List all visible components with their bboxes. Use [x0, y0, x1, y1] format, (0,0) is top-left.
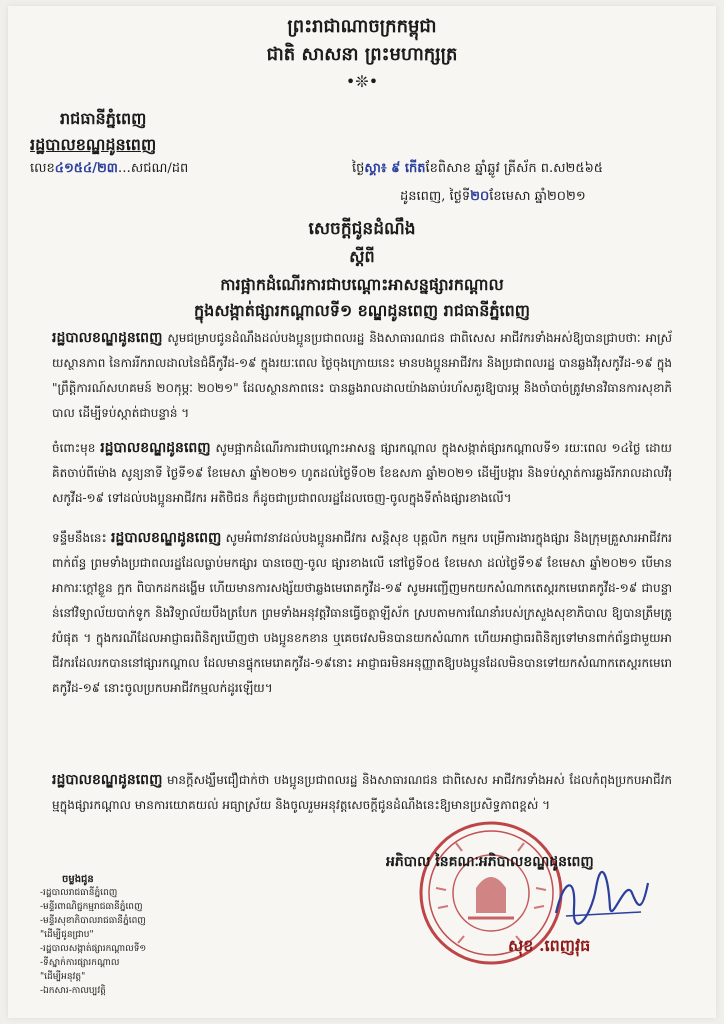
body-paragraph-1	[52, 326, 672, 426]
cc-item: "ដើម្បីជូនជ្រាប"	[40, 930, 94, 940]
body-paragraph-4	[52, 768, 672, 818]
signatory-name: សុខ .ពេញវុធ	[508, 936, 591, 955]
admin-name: រដ្ឋបាលខណ្ឌដូនពេញ	[110, 530, 222, 546]
paragraph-4-text: មានក្តីសង្ឃឹមជឿជាក់ថា បងប្អូនប្រជាពលរដ្ឋ និងសាធារណជន ជាពិសេស អាជីវករទាំងអស់ ដែលកំពុងប្រកបអាជីវកម្មក្នុងផ្សារកណ្តាល មានការយោគយល់ អធ្យាស្រ័យ និងចូលរួមអនុវត្តសេចក្តីជូនដំណឹងនេះឱ្យមានប្រសិទ្ធភាពខ្ពស់ ។	[52, 773, 672, 812]
signatory-title: អភិបាល នៃគណៈអភិបាលខណ្ឌដូនពេញ	[386, 854, 594, 870]
kingdom-heading: ព្រះរាជាណាចក្រកម្ពុជា	[287, 16, 437, 37]
cc-item: -ទីស្នាក់ការផ្សារកណ្តាល	[40, 958, 120, 968]
cc-item: -រដ្ឋបាលសង្កាត់ផ្សារកណ្តាលទី១	[40, 944, 147, 954]
ref-prefix: លេខ	[30, 161, 55, 176]
ornament-divider: •❊•	[345, 72, 379, 91]
paragraph-1-text: សូមជម្រាបជូនដំណឹងដល់បងប្អូនប្រជាពលរដ្ឋ និងសាធារណជន ជាពិសេស អាជីវករទាំងអស់ឱ្យបានជ្រាបថាៈ អាស្រ័យស្ថានភាព នៃការរីករាលដាលនៃជំងឺកូវីដ-១៩ ក្នុងរយៈពេល ថ្ងៃចុងក្រោយនេះ មានបងប្អូនអាជីវករ និងប្រជាពលរដ្ឋ បានឆ្លងវីរុសកូវីដ-១៩ ក្នុង "ព្រឹត្តិការណ៍សហគមន៍ ២០កុម្ភៈ ២០២១" ដែលស្ថានភាពនេះ បានឆ្លងរាលដាលយ៉ាងឆាប់រហ័សគួរឱ្យបារម្ភ និងចាំបាច់ត្រូវមានវិធានការសុខាភិបាល ដើម្បីទប់ស្កាត់ជាបន្ទាន់ ។	[52, 331, 672, 420]
cc-item: -មន្ទីរសុខាភិបាលរាជធានីភ្នំពេញ	[40, 916, 146, 926]
greg-date-rest: ខែមេសា ឆ្នាំ២០២១	[489, 189, 586, 204]
lunar-date-rest: ខែពិសាខ ឆ្នាំឆ្លូវ ត្រីស័ក ព.ស២៥៦៥	[425, 161, 604, 176]
body-paragraph-2	[52, 436, 672, 511]
notice-subject-line2: ក្នុងសង្កាត់ផ្សារកណ្តាលទី១ ខណ្ឌដូនពេញ រាជធានីភ្នំពេញ	[194, 301, 530, 320]
reference-number	[30, 160, 188, 179]
cc-item: -ឯកសារ-កាលប្បវត្តិ	[40, 986, 106, 996]
cc-item: -មន្ទីរពាណិជ្ជកម្មរាជធានីភ្នំពេញ	[40, 902, 143, 912]
issuer-administration: រដ្ឋបាលខណ្ឌដូនពេញ	[30, 135, 157, 154]
ref-suffix: …សជណ/ដព	[117, 161, 189, 176]
admin-name: រដ្ឋបាលខណ្ឌដូនពេញ	[52, 772, 163, 788]
notice-title: សេចក្តីជូនដំណឹង	[308, 219, 416, 239]
handwritten-signature	[546, 868, 656, 928]
lunar-date-handwritten: ស្គា៖ ៩ កើត	[364, 161, 426, 176]
notice-subject-line1: ការផ្អាកដំណើរការជាបណ្តោះអាសន្នផ្សារកណ្តាល	[220, 275, 504, 294]
cc-item: "ដើម្បីអនុវត្ត"	[40, 972, 86, 982]
issuer-capital: រាជធានីភ្នំពេញ	[60, 109, 147, 128]
paragraph-3-lead: ទន្ទឹមនឹងនេះ	[52, 531, 111, 545]
body-paragraph-3	[52, 526, 672, 701]
cc-heading: ចម្លងជូន	[62, 874, 94, 885]
lunar-date-prefix: ថ្ងៃ	[352, 161, 365, 176]
greg-date-handwritten: ២០	[470, 189, 490, 204]
paragraph-3-text: សូមអំពាវនាវដល់បងប្អូនអាជីវករ សន្តិសុខ បុគ្គលិក កម្មករ បម្រើការងារក្នុងផ្សារ និងក្រុមគ្រួសារអាជីវករពាក់ព័ន្ធ ព្រមទាំងប្រជាពលរដ្ឋដែលធ្លាប់មកផ្សារ បានចេញ-ចូល ផ្សារខាងលើ នៅថ្ងៃទី០៥ ខែមេសា ដល់ថ្ងៃទី១៩ ខែមេសា ឆ្នាំ២០២១ បើមានអាការៈក្តៅខ្លួន ក្អក ពិបាកដកដង្ហើម ហើយមានការសង្ស័យថាឆ្លងមេរោគកូវីដ-១៩ សូមអញ្ជើញមកយកសំណាកតេស្តរកមេរោគកូវីដ-១៩ ជាបន្ទាន់នៅវិទ្យាល័យបាក់ទូក និងវិទ្យាល័យបឹងត្របែក ព្រមទាំងអនុវត្តវិធានធ្វើចត្តាឡីស័ក ស្របតាមការណែនាំរបស់ក្រសួងសុខាភិបាល ឱ្យបានត្រឹមត្រូវបំផុត ។ ក្នុងករណីដែលអាជ្ញាធរពិនិត្យឃើញថា បងប្អូនខកខាន ឬគេចវេសមិនបានយកសំណាក ហើយអាជ្ញាធរពិនិត្យទៅមានពាក់ព័ន្ធជាមួយអាជីវករដែលរកបាននៅផ្សារកណ្តាល ដែលមានផ្ទុកមេរោគកូវីដ-១៩នោះ អាជ្ញាធរមិនអនុញ្ញាតឱ្យបងប្អូនដែលមិនបានទៅយកសំណាកតេស្តរកមេរោគកូវីដ-១៩ នោះចូលប្រកបអាជីវកម្មលក់ដូរឡើយ។	[52, 531, 672, 695]
admin-name: រដ្ឋបាលខណ្ឌដូនពេញ	[100, 440, 211, 456]
lunar-date	[352, 160, 603, 179]
greg-date-prefix: ដូនពេញ, ថ្ងៃទី	[400, 189, 471, 204]
nation-motto: ជាតិ សាសនា ព្រះមហាក្សត្រ	[266, 44, 458, 65]
cc-item: -រដ្ឋបាលរាជធានីភ្នំពេញ	[40, 888, 118, 898]
notice-about: ស្តីពី	[349, 247, 375, 266]
paragraph-2-lead: ចំពោះមុខ	[52, 441, 101, 455]
paragraph-2-text: សូមផ្អាកដំណើរការជាបណ្តោះអាសន្ន ផ្សារកណ្តាល ក្នុងសង្កាត់ផ្សារកណ្តាលទី១ រយៈពេល ១៤ថ្ងៃ ដោយគិតចាប់ពីម៉ោង សូន្យនាទី ថ្ងៃទី១៩ ខែមេសា ឆ្នាំ២០២១ ហូតដល់ថ្ងៃទី០២ ខែឧសភា ឆ្នាំ២០២១ ដើម្បីបង្ការ និងទប់ស្កាត់ការឆ្លងរីករាលដាលវីរុសកូវីដ-១៩ ទៅដល់បងប្អូនអាជីវករ អតិថិជន ក៏ដូចជាប្រជាពលរដ្ឋដែលចេញ-ចូលក្នុងទីតាំងផ្សារខាងលើ។	[52, 441, 672, 505]
cc-list	[40, 886, 146, 998]
ref-handwritten-number: ៤១៥៤/២៣	[54, 161, 118, 176]
admin-name: រដ្ឋបាលខណ្ឌដូនពេញ	[52, 330, 163, 346]
gregorian-date	[400, 188, 586, 207]
